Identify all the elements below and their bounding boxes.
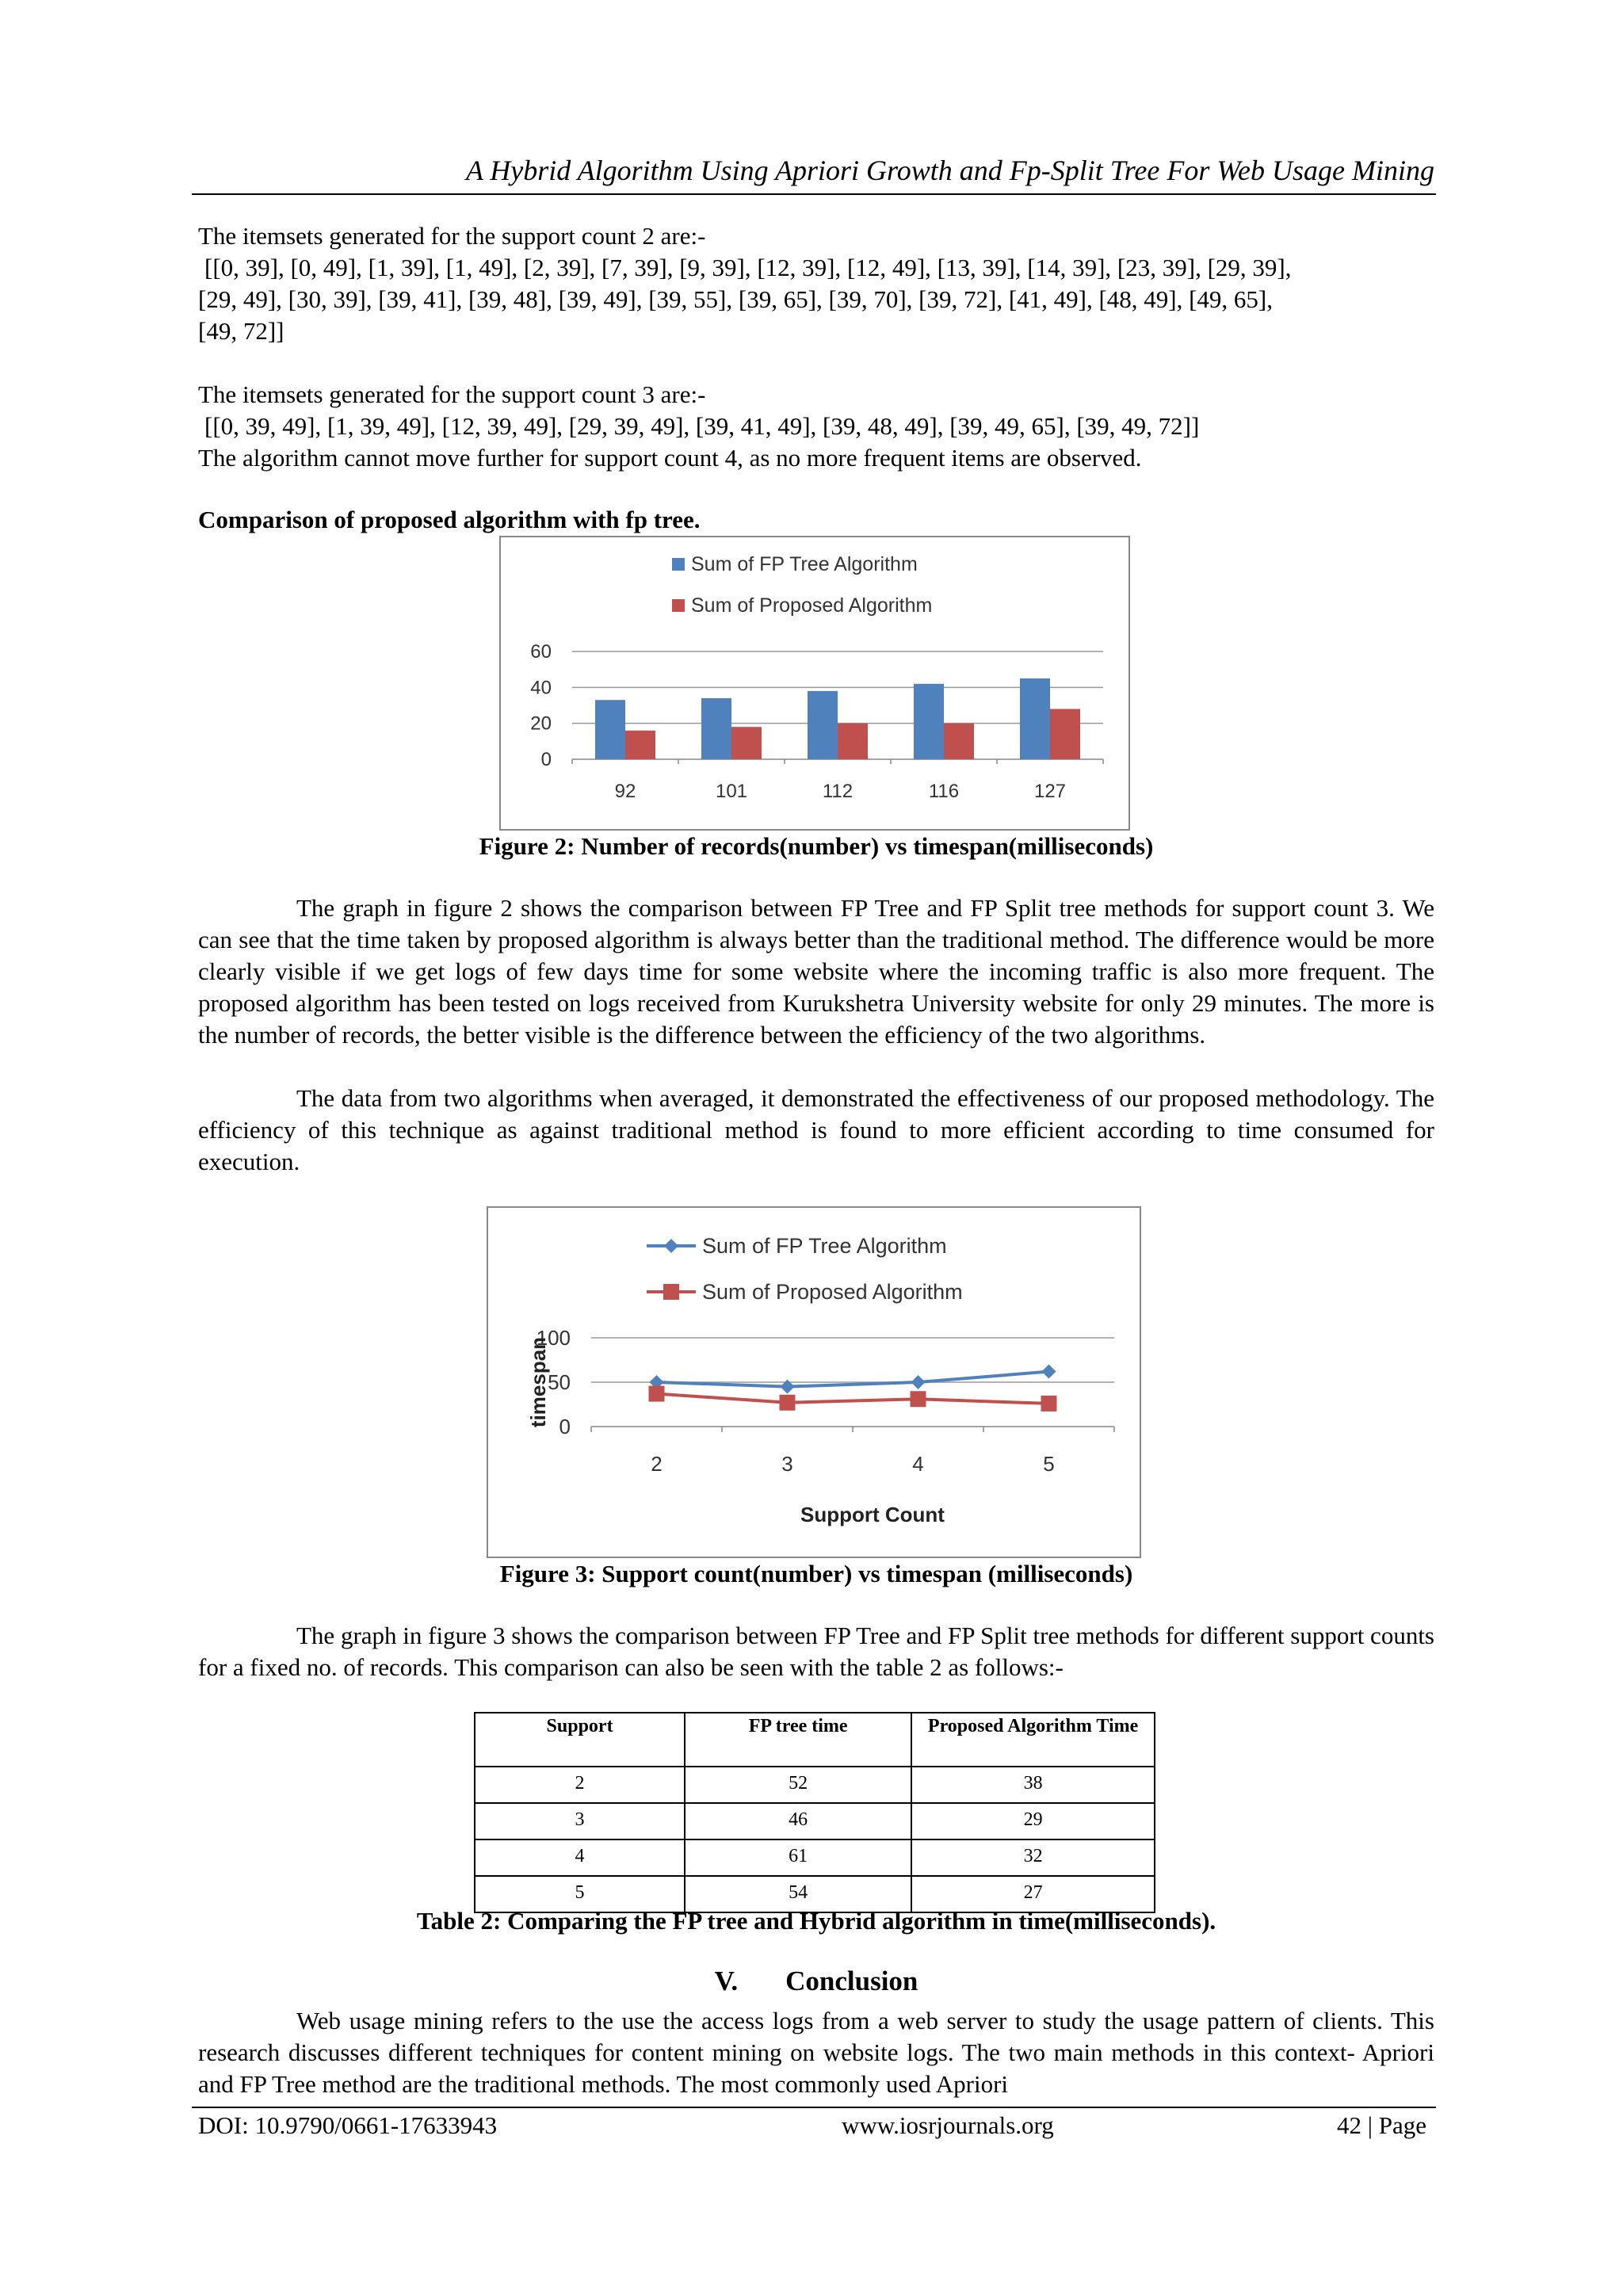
y-tick-label: 0 — [559, 1415, 571, 1438]
bar — [595, 700, 625, 759]
section-number: V. — [714, 1966, 739, 1996]
legend-label: Sum of Proposed Algorithm — [691, 594, 933, 617]
itemsets2-line: [[0, 39], [0, 49], [1, 39], [1, 49], [2, 39], [7, 39], [9, 39], [12, 39], [12, 49], [13, 39], [14, 39], [23, 39], [29, 39], — [204, 254, 1292, 281]
table-cell: 27 — [911, 1876, 1155, 1912]
bar — [701, 698, 731, 759]
data-point — [911, 1375, 926, 1389]
table-cell: 32 — [911, 1839, 1155, 1876]
footer-website: www.iosrjournals.org — [842, 2111, 1054, 2139]
table2-caption: Table 2: Comparing the FP tree and Hybrid algorithm in time(milliseconds). — [416, 1907, 1216, 1935]
bar — [1020, 678, 1050, 759]
itemsets2-intro: The itemsets generated for the support count 2 are:- — [198, 222, 706, 250]
y-tick-label: 40 — [530, 677, 552, 699]
footer-doi: DOI: 10.9790/0661-17633943 — [198, 2111, 498, 2139]
x-tick-label: 127 — [1033, 781, 1067, 802]
x-axis-title: Support Count — [800, 1503, 945, 1526]
series-line — [657, 1372, 1049, 1387]
itemsets2-line: [29, 49], [30, 39], [39, 41], [39, 48], [39, 49], [39, 55], [39, 65], [39, 70], [39, 72], [41, 49], [48, 49], [49, 65], — [198, 285, 1274, 313]
data-point — [780, 1395, 796, 1411]
legend-label: Sum of Proposed Algorithm — [702, 1280, 963, 1304]
series-line — [657, 1394, 1049, 1404]
bar — [731, 727, 762, 759]
table-header-cell: Support — [475, 1713, 685, 1767]
itemsets3-block — [198, 379, 1434, 474]
table2 — [474, 1712, 1155, 1913]
paragraph-efficiency: The data from two algorithms when averaged, it demonstrated the effectiveness of our proposed methodology. The efficiency of this technique as against traditional method is found to more efficient according to time consumed for execution. — [198, 1084, 1434, 1175]
table-cell: 4 — [475, 1839, 685, 1876]
x-tick-label: 101 — [715, 781, 748, 802]
y-tick-label: 50 — [548, 1370, 571, 1394]
legend-marker — [664, 1239, 678, 1253]
figure2-chart — [499, 536, 1130, 831]
footer-page-number: 42 | Page — [1337, 2111, 1426, 2139]
figure3-caption: Figure 3: Support count(number) vs timespan (milliseconds) — [499, 1560, 1133, 1587]
table-row — [475, 1803, 1155, 1839]
table-header-cell: Proposed Algorithm Time — [911, 1713, 1155, 1767]
x-tick-label: 2 — [651, 1452, 663, 1476]
x-tick-label: 116 — [928, 781, 960, 802]
bar-chart-svg — [501, 537, 1128, 829]
table-cell: 3 — [475, 1803, 685, 1839]
table-header-row — [475, 1713, 1155, 1767]
table-cell: 46 — [685, 1803, 911, 1839]
itemsets3-note: The algorithm cannot move further for support count 4, as no more frequent items are observed. — [198, 444, 1142, 472]
paragraph-figure3-discussion: The graph in figure 3 shows the comparison between FP Tree and FP Split tree methods for different support counts for a fixed no. of records. This comparison can also be seen with the table 2 as follows:- — [198, 1622, 1434, 1681]
data-point — [911, 1391, 926, 1407]
x-tick-label: 112 — [822, 781, 854, 802]
y-tick-label: 100 — [536, 1326, 571, 1350]
header-rule — [192, 193, 1436, 195]
legend-swatch — [672, 599, 685, 612]
table-cell: 2 — [475, 1767, 685, 1803]
table-cell: 61 — [685, 1839, 911, 1876]
figure2-caption: Figure 2: Number of records(number) vs timespan(milliseconds) — [479, 832, 1154, 860]
table-cell: 29 — [911, 1803, 1155, 1839]
running-header: A Hybrid Algorithm Using Apriori Growth and Fp-Split Tree For Web Usage Mining — [465, 155, 1434, 186]
table-cell: 38 — [911, 1767, 1155, 1803]
y-tick-label: 60 — [530, 641, 552, 663]
comparison-heading: Comparison of proposed algorithm with fp tree. — [198, 506, 701, 533]
table-cell: 54 — [685, 1876, 911, 1912]
legend-marker — [663, 1284, 679, 1300]
x-tick-label: 4 — [912, 1452, 924, 1476]
x-tick-label: 3 — [781, 1452, 793, 1476]
bar — [625, 731, 655, 759]
x-tick-label: 92 — [614, 781, 636, 802]
table-row — [475, 1839, 1155, 1876]
itemsets3-intro: The itemsets generated for the support count 3 are:- — [198, 380, 706, 408]
legend-label: Sum of FP Tree Algorithm — [702, 1234, 947, 1258]
y-tick-label: 20 — [530, 712, 552, 735]
table-cell: 52 — [685, 1767, 911, 1803]
legend-swatch — [672, 558, 685, 571]
itemsets2-block — [198, 220, 1434, 347]
x-tick-label: 5 — [1043, 1452, 1055, 1476]
bar — [1050, 709, 1080, 759]
bar — [808, 691, 838, 759]
data-point — [1042, 1365, 1056, 1379]
table-cell: 5 — [475, 1876, 685, 1912]
y-axis-title: timespan — [526, 1336, 550, 1428]
bar — [914, 684, 944, 759]
itemsets2-line: [49, 72]] — [198, 317, 285, 345]
legend-label: Sum of FP Tree Algorithm — [691, 553, 918, 575]
figure3-chart — [487, 1206, 1141, 1558]
y-tick-label: 0 — [540, 749, 552, 770]
bar — [838, 724, 868, 759]
bar — [944, 724, 974, 759]
data-point — [1041, 1396, 1057, 1412]
table-header-cell: FP tree time — [685, 1713, 911, 1767]
conclusion-paragraph: Web usage mining refers to the use the access logs from a web server to study the usage pattern of clients. This research discusses different techniques for content mining on website logs. The two main methods in this context- Apriori and FP Tree method are the traditional methods. The most commonly used Apriori — [198, 2007, 1434, 2098]
paragraph-figure2-discussion: The graph in figure 2 shows the comparison between FP Tree and FP Split tree methods for support count 3. We can see that the time taken by proposed algorithm is always better than the traditional method. The difference would be more clearly visible if we get logs of few days time for some website where the incoming traffic is also more frequent. The proposed algorithm has been tested on logs received from Kurukshetra University website for only 29 minutes. The more is the number of records, the better visible is the difference between the efficiency of the two algorithms. — [198, 894, 1434, 1049]
table-row — [475, 1767, 1155, 1803]
footer-rule — [192, 2107, 1436, 2108]
itemsets3-line: [[0, 39, 49], [1, 39, 49], [12, 39, 49], [29, 39, 49], [39, 41, 49], [39, 48, 49], [39, 49, 65], [39, 49, 72]] — [204, 412, 1200, 440]
section-heading — [198, 1966, 1434, 1997]
line-chart-svg — [488, 1208, 1140, 1557]
section-title: Conclusion — [785, 1966, 918, 1996]
data-point — [649, 1386, 665, 1402]
